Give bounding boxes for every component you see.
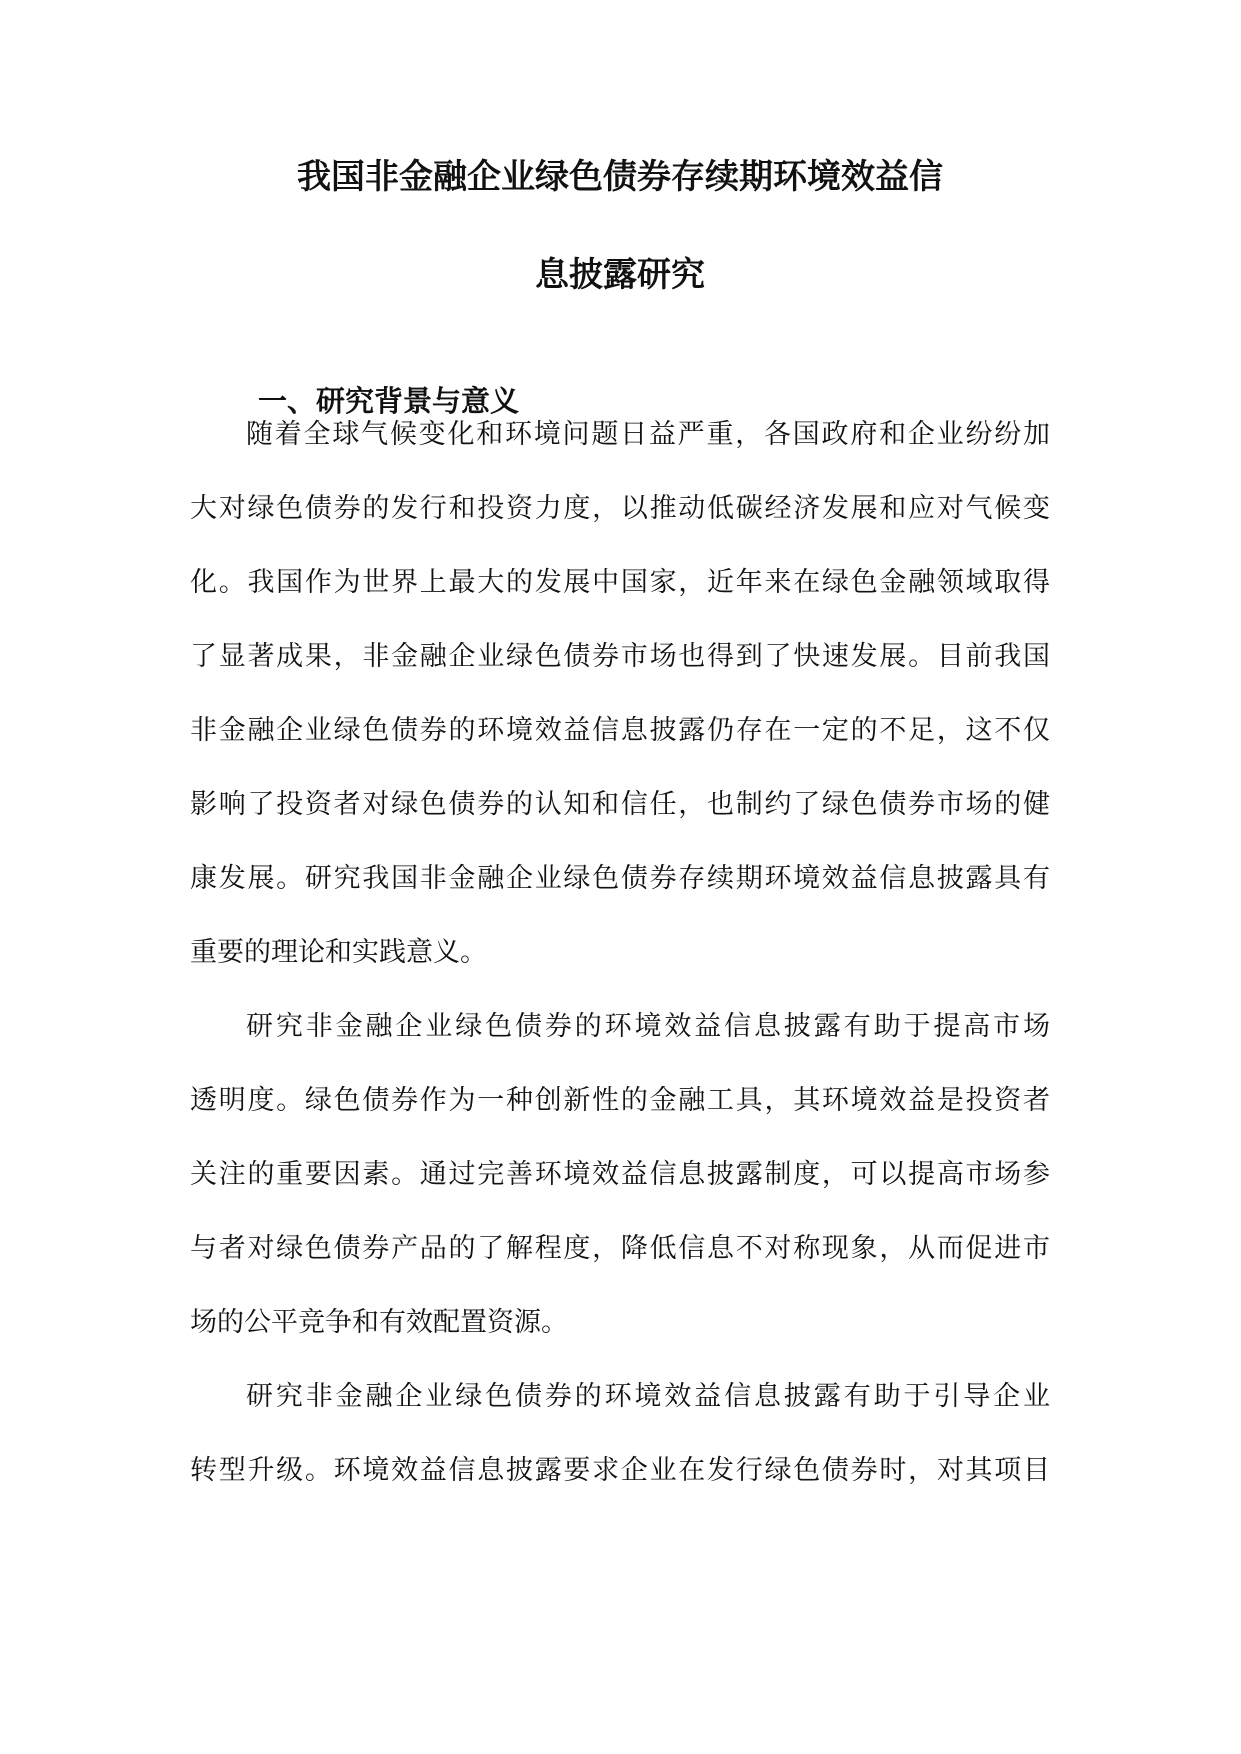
paragraph-line: 重要的理论和实践意义。 — [190, 937, 487, 968]
document-title-line-1: 我国非金融企业绿色债券存续期环境效益信 — [297, 157, 943, 197]
paragraph-line: 与者对绿色债券产品的了解程度，降低信息不对称现象，从而促进市 — [190, 1233, 1050, 1264]
paragraph-line: 研究非金融企业绿色债券的环境效益信息披露有助于引导企业 — [246, 1381, 1050, 1412]
paragraph-line: 转型升级。环境效益信息披露要求企业在发行绿色债券时，对其项目 — [190, 1455, 1050, 1486]
section-heading: 一、研究背景与意义 — [258, 384, 520, 418]
paragraph-line: 非金融企业绿色债券的环境效益信息披露仍存在一定的不足，这不仅 — [190, 715, 1050, 746]
paragraph-line: 随着全球气候变化和环境问题日益严重，各国政府和企业纷纷加 — [246, 419, 1050, 450]
paragraph-line: 大对绿色债券的发行和投资力度，以推动低碳经济发展和应对气候变 — [190, 493, 1050, 524]
paragraph-line: 研究非金融企业绿色债券的环境效益信息披露有助于提高市场 — [246, 1011, 1050, 1042]
paragraph-line: 关注的重要因素。通过完善环境效益信息披露制度，可以提高市场参 — [190, 1159, 1050, 1190]
paragraph-line: 影响了投资者对绿色债券的认知和信任，也制约了绿色债券市场的健 — [190, 789, 1050, 820]
paragraph-line: 了显著成果，非金融企业绿色债券市场也得到了快速发展。目前我国 — [190, 641, 1050, 672]
paragraph-line: 透明度。绿色债券作为一种创新性的金融工具，其环境效益是投资者 — [190, 1085, 1050, 1116]
paragraph-line: 康发展。研究我国非金融企业绿色债券存续期环境效益信息披露具有 — [190, 863, 1050, 894]
paragraph-line: 场的公平竞争和有效配置资源。 — [190, 1307, 568, 1338]
paragraph-line: 化。我国作为世界上最大的发展中国家，近年来在绿色金融领域取得 — [190, 567, 1050, 598]
document-title-line-2: 息披露研究 — [535, 255, 705, 295]
